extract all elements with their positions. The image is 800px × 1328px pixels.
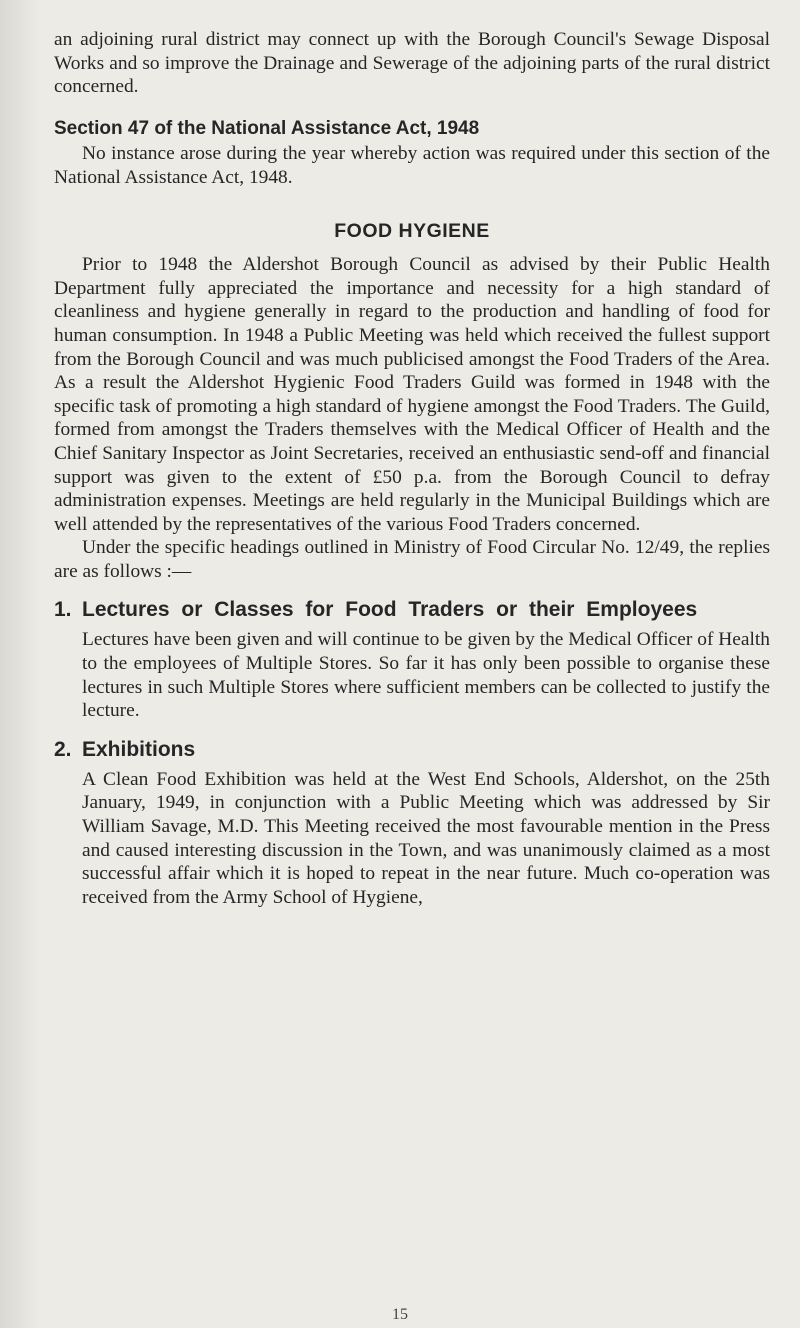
list-item-heading xyxy=(54,597,770,622)
list-item-number: 2. xyxy=(54,737,72,761)
list-item-lectures xyxy=(54,597,770,722)
list-item-text: Lectures have been given and will continue to be given by the Medical Officer of Health to the employees of Multiple Stores. So far it has only been possible to organise these lectures in such Multiple Stores where sufficient members can be collected to justify the lecture. xyxy=(82,629,770,722)
document-page xyxy=(54,28,770,909)
section-47-text: No instance arose during the year whereby action was required under this section of the National Assistance Act, 1948. xyxy=(54,143,770,188)
food-hygiene-heading: FOOD HYGIENE xyxy=(334,219,490,242)
list-item-number: 1. xyxy=(54,598,72,622)
food-hygiene-paragraph-2: Under the specific headings outlined in Ministry of Food Circular No. 12/49, the replies are as follows :— xyxy=(54,537,770,582)
list-item-exhibitions xyxy=(54,737,770,910)
page-number: 15 xyxy=(392,1306,408,1323)
list-item-text: A Clean Food Exhibition was held at the West End Schools, Aldershot, on the 25th January, 1949, in conjunction with a Public Meeting which was addressed by Sir William Savage, M.D. This Meeting received the most favourable mention in the Press and caused interesting discussion in the Town, and was unanimously claimed as a most successful affair which it is hoped to repeat in the near future. Much co-operation was received from the Army School of Hygiene, xyxy=(82,768,770,908)
food-hygiene-paragraph-1: Prior to 1948 the Aldershot Borough Council as advised by their Public Health Department fully appreciated the importance and necessity for a high standard of cleanliness and hygiene generally in regard to the production and handling of food for human consumption. In 1948 a Public Meeting was held which received the fullest support from the Borough Council and was much publicised amongst the Food Traders of the Area. As a result the Aldershot Hygienic Food Traders Guild was formed in 1948 with the specific task of promoting a high standard of hygiene amongst the Food Traders. The Guild, formed from amongst the Traders themselves with the Medical Officer of Health and the Chief Sanitary Inspector as Joint Secretaries, received an enthusiastic send-off and financial support was given to the extent of £50 p.a. from the Borough Council to defray administration expenses. Meetings are held regularly in the Municipal Buildings which are well attended by the representatives of the various Food Traders concerned. xyxy=(54,254,770,535)
list-item-title: Exhibitions xyxy=(82,737,196,761)
list-item-title: Lectures or Classes for Food Traders or their Employees xyxy=(82,598,698,622)
list-item-heading xyxy=(54,737,770,762)
intro-paragraph: an adjoining rural district may connect up with the Borough Council's Sewage Disposal Works and so improve the Drainage and Sewerage of the adjoining parts of the rural district concerned. xyxy=(54,29,770,98)
page-edge-shadow xyxy=(0,0,40,1328)
section-47-heading: Section 47 of the National Assistance Act, 1948 xyxy=(54,117,480,139)
